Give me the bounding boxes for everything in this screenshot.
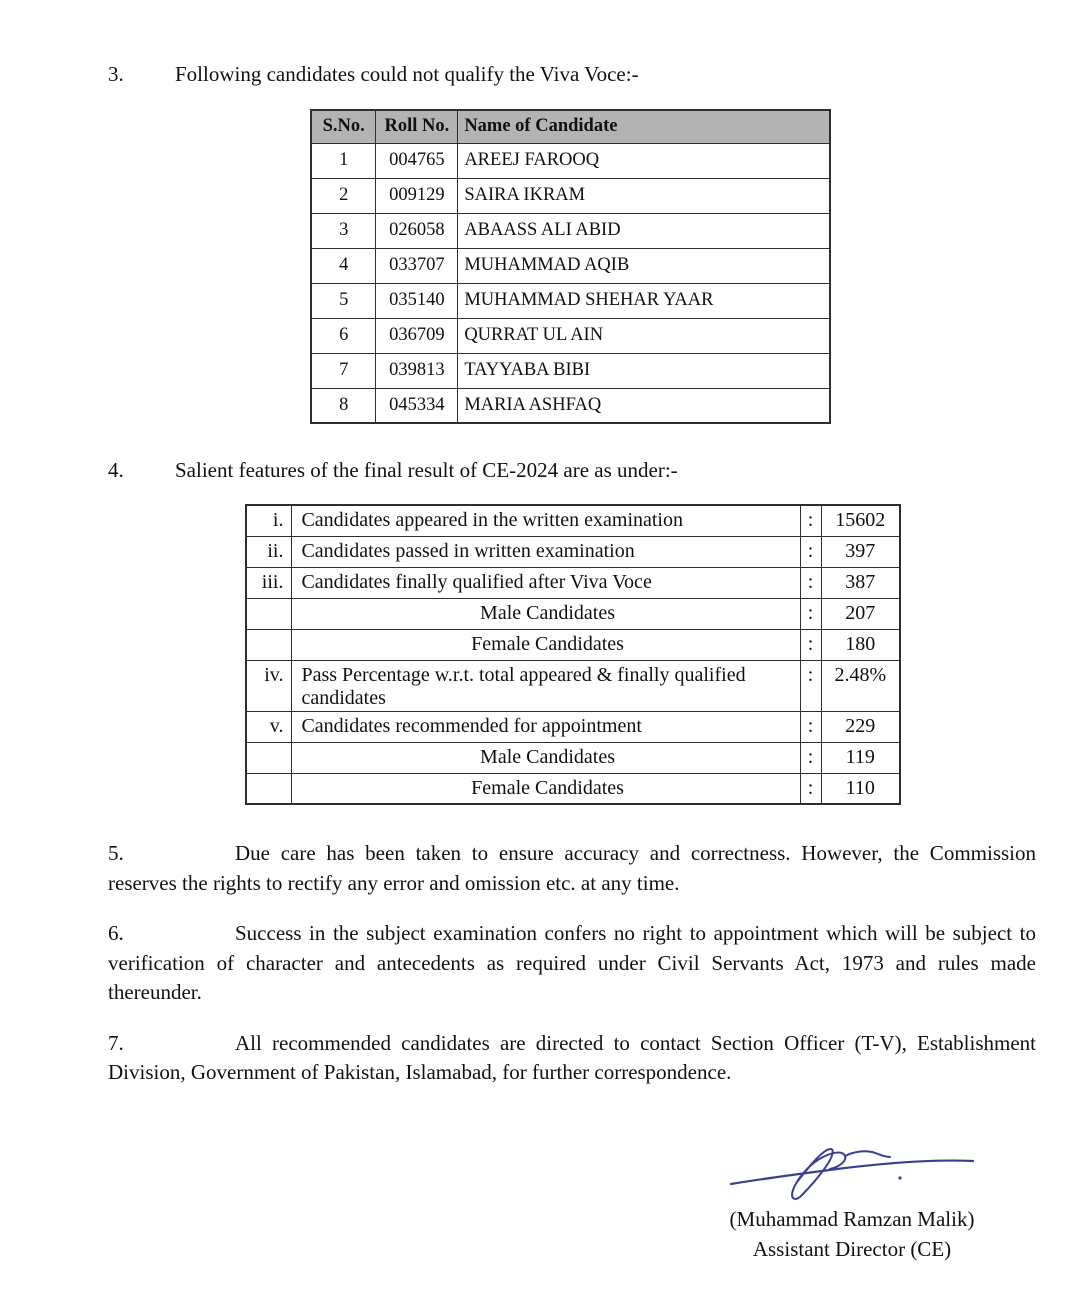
- table-row: [311, 213, 830, 248]
- cell-name: QURRAT UL AIN: [458, 318, 830, 353]
- stat-value: 387: [821, 567, 900, 598]
- section-4-heading: [108, 456, 1036, 484]
- cell-name: SAIRA IKRAM: [458, 178, 830, 213]
- cell-roll: 045334: [376, 388, 458, 423]
- failed-candidates-table-wrap: [310, 109, 1036, 424]
- stat-sno: v.: [246, 711, 292, 742]
- cell-name: MUHAMMAD SHEHAR YAAR: [458, 283, 830, 318]
- stat-colon: :: [800, 536, 821, 567]
- stat-label: Male Candidates: [292, 742, 800, 773]
- stat-value: 2.48%: [821, 660, 900, 711]
- cell-sno: 7: [311, 353, 376, 388]
- cell-roll: 009129: [376, 178, 458, 213]
- signatory-name: (Muhammad Ramzan Malik): [729, 1206, 975, 1231]
- stat-sno: [246, 629, 292, 660]
- stat-sno: [246, 598, 292, 629]
- cell-roll: 033707: [376, 248, 458, 283]
- stat-row: [246, 660, 900, 711]
- cell-sno: 1: [311, 143, 376, 178]
- stat-row: [246, 505, 900, 536]
- stat-label: Candidates recommended for appointment: [292, 711, 800, 742]
- section-4-heading-text: Salient features of the final result of CE-2024 are as under:-: [175, 458, 678, 482]
- paragraph-5-number: 5.: [108, 841, 124, 865]
- table-row: [311, 178, 830, 213]
- stat-value: 110: [821, 773, 900, 804]
- cell-sno: 5: [311, 283, 376, 318]
- stat-colon: :: [800, 742, 821, 773]
- paragraph-5: [108, 839, 1036, 898]
- stat-sno: [246, 742, 292, 773]
- stat-row: [246, 742, 900, 773]
- stat-sno: ii.: [246, 536, 292, 567]
- signatory-title: Assistant Director (CE): [752, 1236, 952, 1261]
- stat-value: 15602: [821, 505, 900, 536]
- cell-roll: 039813: [376, 353, 458, 388]
- stat-value: 397: [821, 536, 900, 567]
- failed-candidates-table: [310, 109, 831, 424]
- cell-name: MARIA ASHFAQ: [458, 388, 830, 423]
- paragraph-7-text: All recommended candidates are directed to contact Section Officer (T-V), Establishment Division, Government of Pakistan, Islamabad, for further correspondence.: [108, 1030, 1036, 1084]
- stat-row: [246, 629, 900, 660]
- stat-label: Pass Percentage w.r.t. total appeared & finally qualified candidates: [292, 660, 800, 711]
- stat-row: [246, 598, 900, 629]
- cell-roll: 026058: [376, 213, 458, 248]
- stat-label: Candidates finally qualified after Viva Voce: [292, 567, 800, 598]
- stat-label: Female Candidates: [292, 629, 800, 660]
- paragraph-6: [108, 919, 1036, 1008]
- signature-block: [702, 1138, 1002, 1264]
- cell-name: AREEJ FAROOQ: [458, 143, 830, 178]
- header-cell-name: Name of Candidate: [458, 110, 830, 143]
- stat-colon: :: [800, 629, 821, 660]
- section-4-number: 4.: [108, 458, 124, 482]
- paragraph-6-text: Success in the subject examination confers no right to appointment which will be subject to verification of character and antecedents as required under Civil Servants Act, 1973 and rules made thereunder.: [108, 921, 1036, 1004]
- stat-row: [246, 536, 900, 567]
- stat-sno: i.: [246, 505, 292, 536]
- stat-colon: :: [800, 505, 821, 536]
- cell-sno: 8: [311, 388, 376, 423]
- stat-value: 180: [821, 629, 900, 660]
- paragraph-7: [108, 1029, 1036, 1088]
- cell-roll: 035140: [376, 283, 458, 318]
- stat-value: 229: [821, 711, 900, 742]
- stat-label: Male Candidates: [292, 598, 800, 629]
- stat-label: Candidates passed in written examination: [292, 536, 800, 567]
- stat-colon: :: [800, 711, 821, 742]
- table-row: [311, 248, 830, 283]
- cell-sno: 6: [311, 318, 376, 353]
- section-3-number: 3.: [108, 62, 124, 86]
- salient-features-table-wrap: [245, 504, 1036, 805]
- table-row: [311, 388, 830, 423]
- stat-label: Female Candidates: [292, 773, 800, 804]
- section-3-heading-text: Following candidates could not qualify the Viva Voce:-: [175, 62, 639, 86]
- cell-name: TAYYABA BIBI: [458, 353, 830, 388]
- cell-sno: 4: [311, 248, 376, 283]
- paragraph-5-text: Due care has been taken to ensure accuracy and correctness. However, the Commission reserves the rights to rectify any error and omission etc. at any time.: [108, 841, 1036, 895]
- section-3-heading: [108, 60, 1036, 88]
- stat-row: [246, 567, 900, 598]
- header-cell-sno: S.No.: [311, 110, 376, 143]
- table-row: [311, 143, 830, 178]
- table-row: [311, 318, 830, 353]
- table-row: [311, 283, 830, 318]
- table-row: [311, 353, 830, 388]
- cell-sno: 2: [311, 178, 376, 213]
- stat-sno: [246, 773, 292, 804]
- stat-row: [246, 711, 900, 742]
- stat-value: 207: [821, 598, 900, 629]
- salient-features-table: [245, 504, 901, 805]
- stat-colon: :: [800, 567, 821, 598]
- stat-value: 119: [821, 742, 900, 773]
- paragraph-7-number: 7.: [108, 1030, 124, 1055]
- cell-name: ABAASS ALI ABID: [458, 213, 830, 248]
- table-header-row: [311, 110, 830, 143]
- cell-roll: 004765: [376, 143, 458, 178]
- stat-row: [246, 773, 900, 804]
- stat-sno: iv.: [246, 660, 292, 711]
- signature-icon: [727, 1138, 977, 1206]
- cell-sno: 3: [311, 213, 376, 248]
- stat-colon: :: [800, 660, 821, 711]
- cell-name: MUHAMMAD AQIB: [458, 248, 830, 283]
- stat-colon: :: [800, 598, 821, 629]
- header-cell-roll: Roll No.: [376, 110, 458, 143]
- paragraph-6-number: 6.: [108, 921, 124, 945]
- stat-label: Candidates appeared in the written examination: [292, 505, 800, 536]
- cell-roll: 036709: [376, 318, 458, 353]
- stat-sno: iii.: [246, 567, 292, 598]
- stat-colon: :: [800, 773, 821, 804]
